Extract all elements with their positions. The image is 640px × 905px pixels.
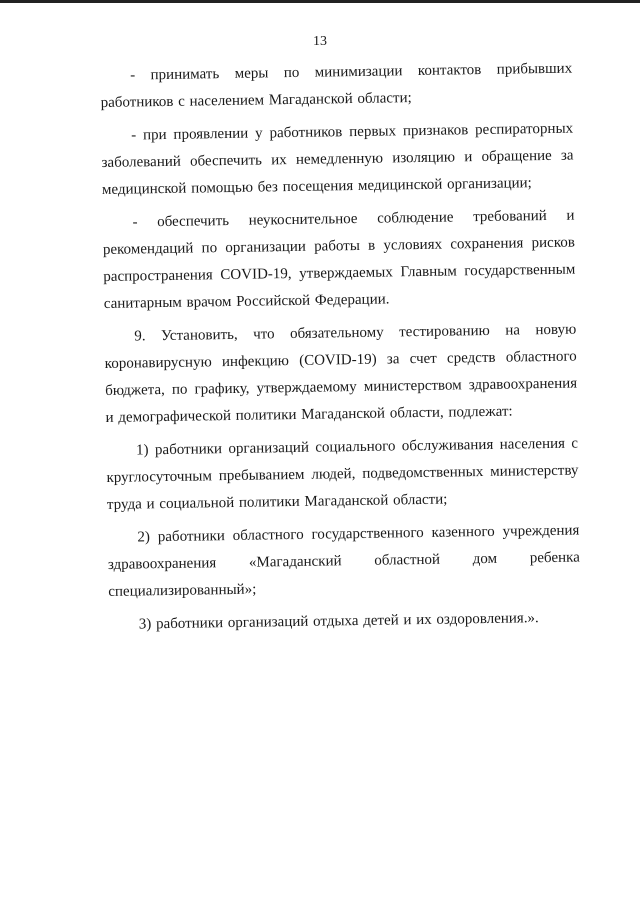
list-item-3: 3) работники организаций отдыха детей и их оздоровления.». — [138, 610, 539, 633]
list-item-1: 1) работники организаций социального обслуживания населения с круглосуточным пребыванием людей, подведомственных министерству труда и социальной политики Магаданской области; — [106, 435, 579, 513]
paragraph-testing-clause-9: 9. Установить, что обязательному тестированию на новую коронавирусную инфекцию (COVID-19) за счет средств областного бюджета, по графику, утверждаемому министерством здравоохранения и демографической политики Магаданской области, подлежат: — [104, 321, 578, 426]
paragraph-minimize-contacts: - принимать меры по минимизации контактов прибывших работников с населением Магаданской области; — [100, 60, 573, 111]
list-item-2: 2) работники областного государственного казенного учреждения здравоохранения «Магаданский областной дом ребенка специализированный»; — [107, 522, 580, 600]
document-body — [100, 56, 581, 645]
page-number: 13 — [313, 34, 327, 49]
paragraph-covid-requirements: - обеспечить неукоснительное соблюдение требований и рекомендаций по организации работы в условиях сохранения рисков распространения COVID-19, утверждаемых Главным государственным санитарным врачом Российской Федерации. — [102, 207, 576, 312]
paragraph-isolation: - при проявлении у работников первых признаков респираторных заболеваний обеспечить их немедленную изоляцию и обращение за медицинской помощью без посещения медицинской организации; — [101, 120, 574, 198]
scan-top-edge — [0, 0, 640, 3]
